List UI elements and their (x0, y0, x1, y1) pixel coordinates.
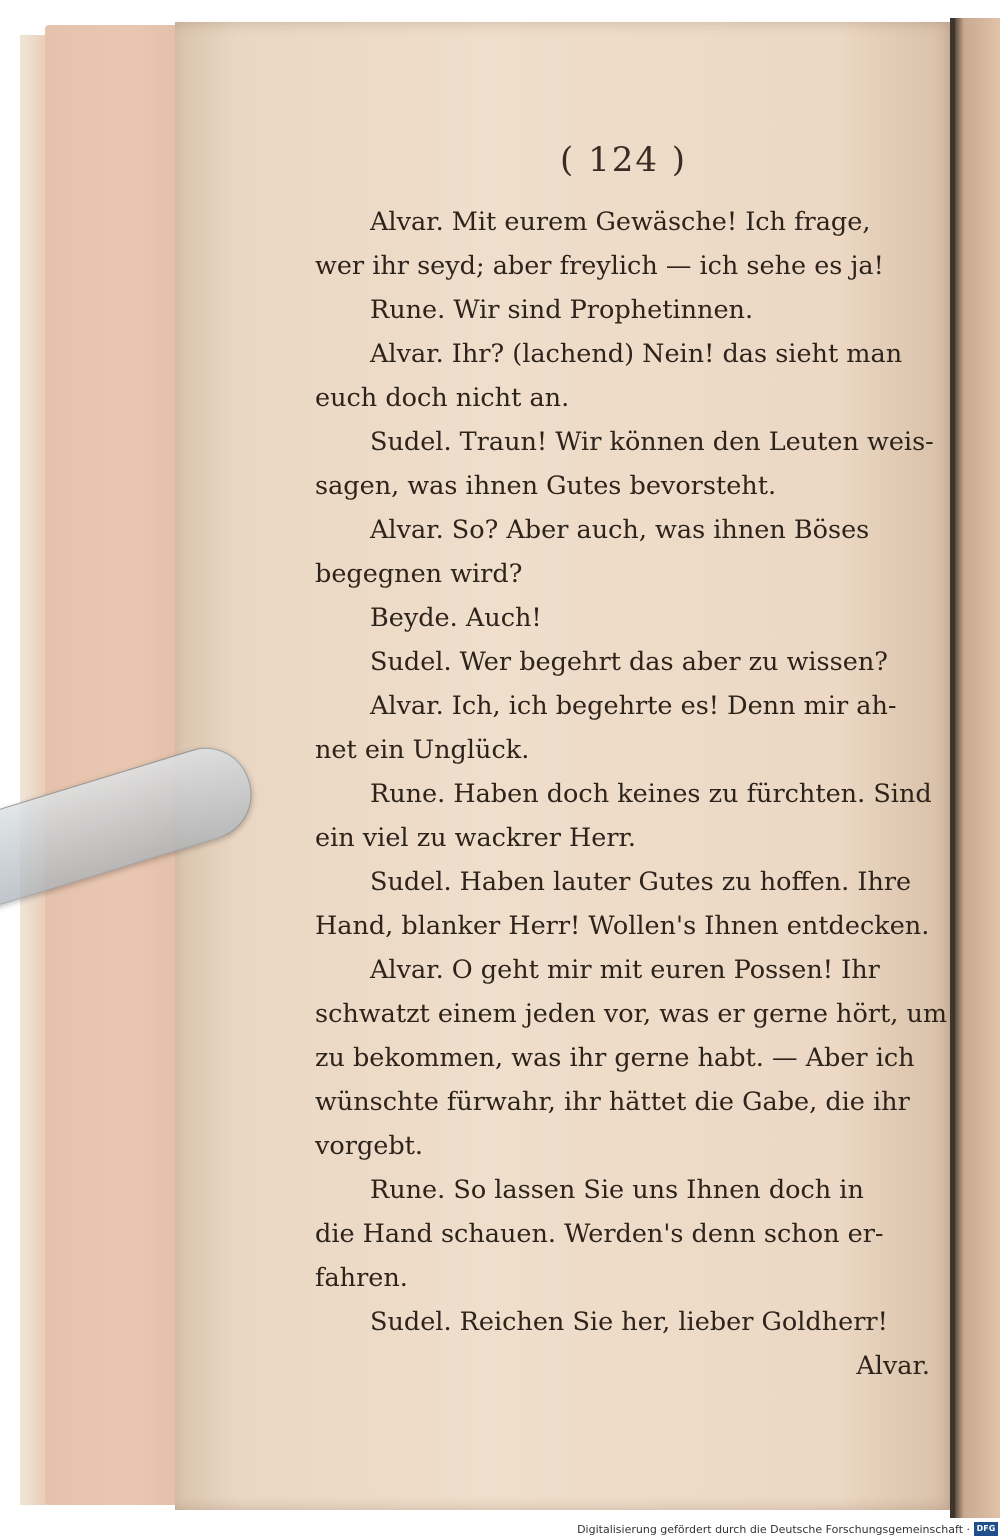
text-line: ein viel zu wackrer Herr. (315, 823, 637, 853)
text-line: Alvar. Ich, ich begehrte es! Denn mir ah- (370, 691, 897, 721)
text-line: Rune. So lassen Sie uns Ihnen doch in (370, 1175, 864, 1205)
catchword: Alvar. (856, 1351, 930, 1381)
text-line: euch doch nicht an. (315, 383, 570, 413)
text-line: net ein Unglück. (315, 735, 530, 765)
text-line: Sudel. Wer begehrt das aber zu wissen? (370, 647, 888, 677)
text-line: Sudel. Traun! Wir können den Leuten weis- (370, 427, 934, 457)
footer (0, 1520, 1000, 1540)
dfg-logo: DFG (974, 1522, 998, 1536)
text-line: Rune. Wir sind Prophetinnen. (370, 295, 754, 325)
text-line: sagen, was ihnen Gutes bevorsteht. (315, 471, 777, 501)
text-line: Rune. Haben doch keines zu fürchten. Sind (370, 779, 932, 809)
text-line: wünschte fürwahr, ihr hättet die Gabe, die ihr (315, 1087, 910, 1117)
page-number: ( 124 ) (560, 140, 688, 180)
text-line: Beyde. Auch! (370, 603, 542, 633)
text-line: Sudel. Reichen Sie her, lieber Goldherr! (370, 1307, 888, 1337)
text-line: zu bekommen, was ihr gerne habt. — Aber ich (315, 1043, 915, 1073)
text-line: fahren. (315, 1263, 408, 1293)
text-line: Sudel. Haben lauter Gutes zu hoffen. Ihre (370, 867, 912, 897)
text-line: vorgebt. (315, 1131, 424, 1161)
text-line: Alvar. So? Aber auch, was ihnen Böses (370, 515, 870, 545)
footer-credit: Digitalisierung gefördert durch die Deutsche Forschungsgemeinschaft · (577, 1523, 970, 1536)
text-line: Alvar. Mit eurem Gewäsche! Ich frage, (370, 207, 871, 237)
text-line: Alvar. O geht mir mit euren Possen! Ihr (370, 955, 880, 985)
text-line: schwatzt einem jeden vor, was er gerne hört, um (315, 999, 948, 1029)
text-line: die Hand schauen. Werden's denn schon er- (315, 1219, 884, 1249)
text-line: wer ihr seyd; aber freylich — ich sehe es ja! (315, 251, 884, 281)
text-line: Hand, blanker Herr! Wollen's Ihnen entdecken. (315, 911, 930, 941)
facing-page-edge (955, 18, 1000, 1518)
page-text (315, 200, 948, 1388)
text-line: begegnen wird? (315, 559, 523, 589)
text-line: Alvar. Ihr? (lachend) Nein! das sieht man (370, 339, 903, 369)
